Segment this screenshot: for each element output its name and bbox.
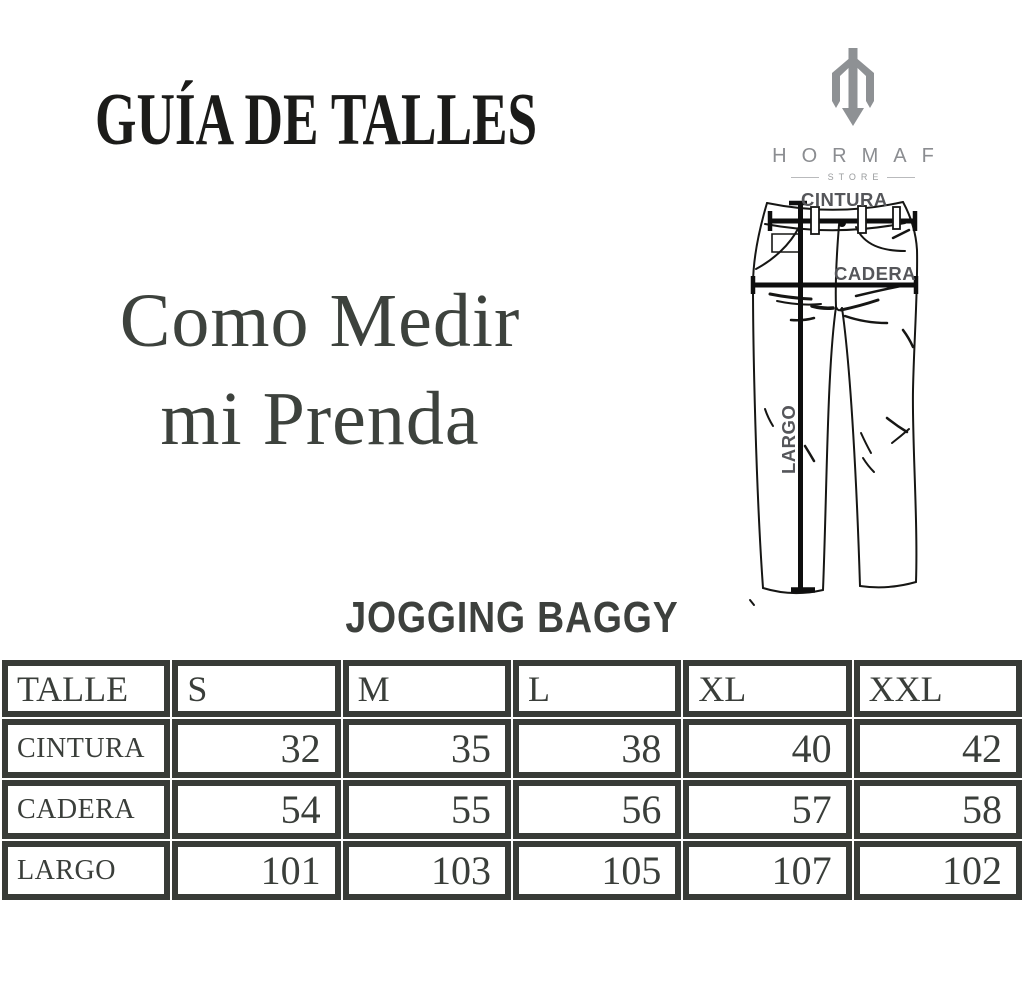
col-header-xl: XL <box>683 660 851 717</box>
col-header-xxl: XXL <box>854 660 1022 717</box>
how-to-measure-line2: mi Prenda <box>160 377 480 461</box>
cadera-m: 55 <box>343 780 511 839</box>
row-label-cadera: CADERA <box>2 780 170 839</box>
how-to-measure-heading <box>105 272 535 468</box>
cadera-xxl: 58 <box>854 780 1022 839</box>
cadera-l: 56 <box>513 780 681 839</box>
largo-m: 103 <box>343 841 511 900</box>
length-label: LARGO <box>778 404 799 474</box>
brand-logo <box>762 46 949 182</box>
cadera-xl: 57 <box>683 780 851 839</box>
pants-outline <box>753 202 917 593</box>
size-table-row-cadera <box>2 780 1022 839</box>
page-title: GUÍA DE TALLES <box>95 79 538 161</box>
cintura-xl: 40 <box>683 719 851 778</box>
row-label-largo: LARGO <box>2 841 170 900</box>
product-title-wrap <box>0 593 1024 643</box>
brand-name: HORMAF <box>772 145 949 167</box>
pants-measurement-diagram <box>735 190 1024 610</box>
hip-label: CADERA <box>834 263 917 284</box>
cintura-l: 38 <box>513 719 681 778</box>
hormaf-trident-icon <box>827 46 879 138</box>
size-table-row-largo <box>2 841 1022 900</box>
largo-s: 101 <box>172 841 340 900</box>
brand-tagline-row <box>762 172 944 182</box>
cintura-m: 35 <box>343 719 511 778</box>
cintura-xxl: 42 <box>854 719 1022 778</box>
largo-xxl: 102 <box>854 841 1022 900</box>
cintura-s: 32 <box>172 719 340 778</box>
col-header-talle: TALLE <box>2 660 170 717</box>
cadera-s: 54 <box>172 780 340 839</box>
product-title: JOGGING BAGGY <box>345 593 679 642</box>
size-table <box>0 658 1024 902</box>
brand-tagline: STORE <box>827 172 884 182</box>
largo-xl: 107 <box>683 841 851 900</box>
row-label-cintura: CINTURA <box>2 719 170 778</box>
col-header-s: S <box>172 660 340 717</box>
size-table-row-cintura <box>2 719 1022 778</box>
waist-label: CINTURA <box>801 190 888 210</box>
size-table-header-row <box>2 660 1022 717</box>
how-to-measure-line1: Como Medir <box>119 279 521 363</box>
col-header-m: M <box>343 660 511 717</box>
tagline-rule-right <box>887 177 915 178</box>
waist-button <box>838 219 846 227</box>
col-header-l: L <box>513 660 681 717</box>
largo-l: 105 <box>513 841 681 900</box>
length-measure-line <box>789 203 815 590</box>
tagline-rule-left <box>791 177 819 178</box>
